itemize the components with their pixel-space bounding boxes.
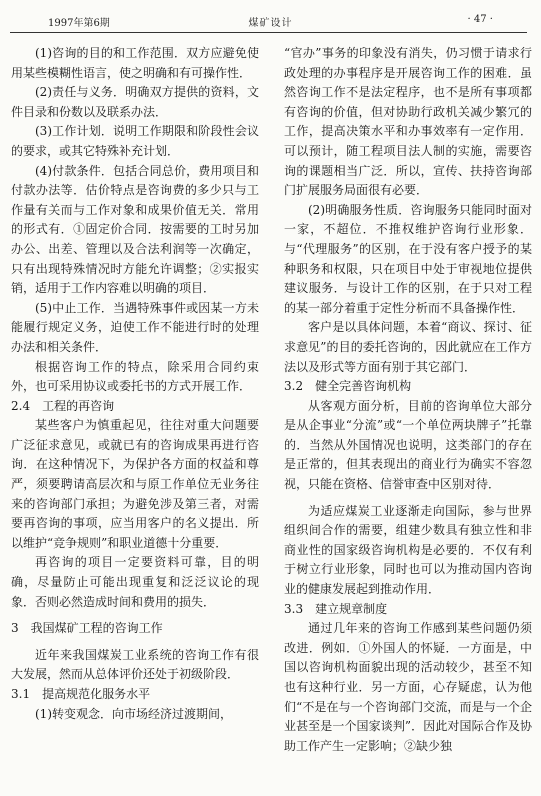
paragraph: (1)转变观念．向市场经济过渡期间， [35, 706, 232, 721]
paragraph: 为适应煤炭工业逐渐走向国际，参与世界组织间合作的需要，组建少数具有独立性和非商业性的国家级咨询机构是必要的．不仅有利于树立行业形象，同时也可以为推动国内咨询业的健康发展起到推动作用． [284, 503, 532, 597]
paragraph: (3)工作计划．说明工作期限和阶段性会议的要求，或其它特殊补充计划． [11, 124, 259, 158]
paragraph: (2)责任与义务．明确双方提供的资料，文件目录和份数以及联系办法． [11, 85, 259, 119]
paragraph: (4)付款条件．包括合同总价，费用项目和付款办法等．估价特点是咨询费的多少只与工作量有关而与工作对象和成果价值无关．常用的形式有．①固定价合同．按需要的工时另加办公、出差、管理以及合法利润等一次确定，只有出现特殊情况时方能允许调整；②实报实销，适用于工作内容难以明确的项目． [11, 163, 259, 296]
paragraph: 再咨询的项目一定要资料可靠，目的明确，尽量防止可能出现重复和泛泛议论的现象．否则必然造成时间和费用的损失． [11, 555, 259, 609]
paragraph: 通过几年来的咨询工作感到某些问题仍须改进．例如．①外国人的怀疑．一方面是，中国以咨询机构面貌出现的活动较少，甚至不知也有这种行业．另一方面，心存疑虑，认为他们“不是在与一个咨询部门交流，而是与一个企业甚至是一个国家谈判”．因此对国际合作及协助工作产生一定影响；②缺少独 [284, 621, 532, 753]
left-column [11, 44, 259, 724]
paragraph: (2)明确服务性质．咨询服务只能同时面对一家，不超位．不推权维护咨询行业形象．与“代理服务”的区别，在于没有客户授予的某种职务和权限，只在项目中处于审视地位提供建议服务．与设计工作的区别，在于只对工程的某一部分着重于定性分析而不具备操作性． [284, 202, 532, 315]
paragraph: 根据咨询工作的特点，除采用合同约束外，也可采用协议或委托书的方式开展工作． [11, 359, 259, 394]
paragraph: 某些客户为慎重起见，往往对重大问题要广泛征求意见，或就已有的咨询成果再进行咨询．在这种情况下，为保护各方面的权益和尊严，须要聘请高层次和与原工作单位无业务往来的咨询部门承担；为避免涉及第三者，对需要再咨询的事项，应当用客户的名义提出．所以维护“竞争规则”和职业道德十分重要． [11, 418, 259, 550]
paragraph: 近年来我国煤炭工业系统的咨询工作有很大发展，然而从总体评价还处于初级阶段． [11, 647, 259, 682]
section-heading: 3.2 健全完善咨询机构 [284, 379, 412, 394]
paragraph: 客户是以具体问题，本着“商议、探讨、征求意见”的目的委托咨询的，因此就应在工作方法以及形式等方面有别于其它部门． [284, 320, 532, 374]
section-heading: 2.4 工程的再咨询 [11, 398, 115, 413]
paragraph: “官办”事务的印象没有消失，仍习惯于请求行政处理的办事程序是开展咨询工作的困难．虽然咨询工作不是法定程序，也不是所有事项都有咨询的价值，但对协助行政机关减少繁冗的工作，提高决策水平和办事效率有一定作用．可以预计，随工程项目法人制的实施，需要咨询的课题相当广泛．所以，宣传、扶持咨询部门扩展服务局面很有必要． [284, 46, 532, 198]
paragraph: 从客观方面分析，目前的咨询单位大部分是从企事业“分流”或“一个单位两块牌子”托靠的．当然从外国情况也说明，这类部门的存在是正常的，但其表现出的商业行为确实不容忽视，只能在资格、信誉审查中区别对待． [284, 398, 532, 492]
section-heading: 3.1 提高规范化服务水平 [11, 687, 151, 701]
issue-label: 1997年第6期 [48, 18, 110, 29]
section-heading: 3.3 建立规章制度 [284, 601, 388, 616]
header-rule [10, 32, 527, 33]
journal-title: 煤矿设计 [248, 18, 293, 29]
paragraph: (5)中止工作．当遇特殊事件或因某一方未能履行规定义务，迫使工作不能进行时的处理办法和相关条件． [11, 300, 259, 354]
page-number: · 47 · [467, 14, 493, 25]
running-header [0, 0, 541, 34]
section-heading: 3 我国煤矿工程的咨询工作 [11, 621, 163, 636]
right-column [284, 44, 532, 756]
paragraph: (1)咨询的目的和工作范围．双方应避免使用某些模糊性语言，使之明确和有可操作性． [11, 46, 259, 80]
